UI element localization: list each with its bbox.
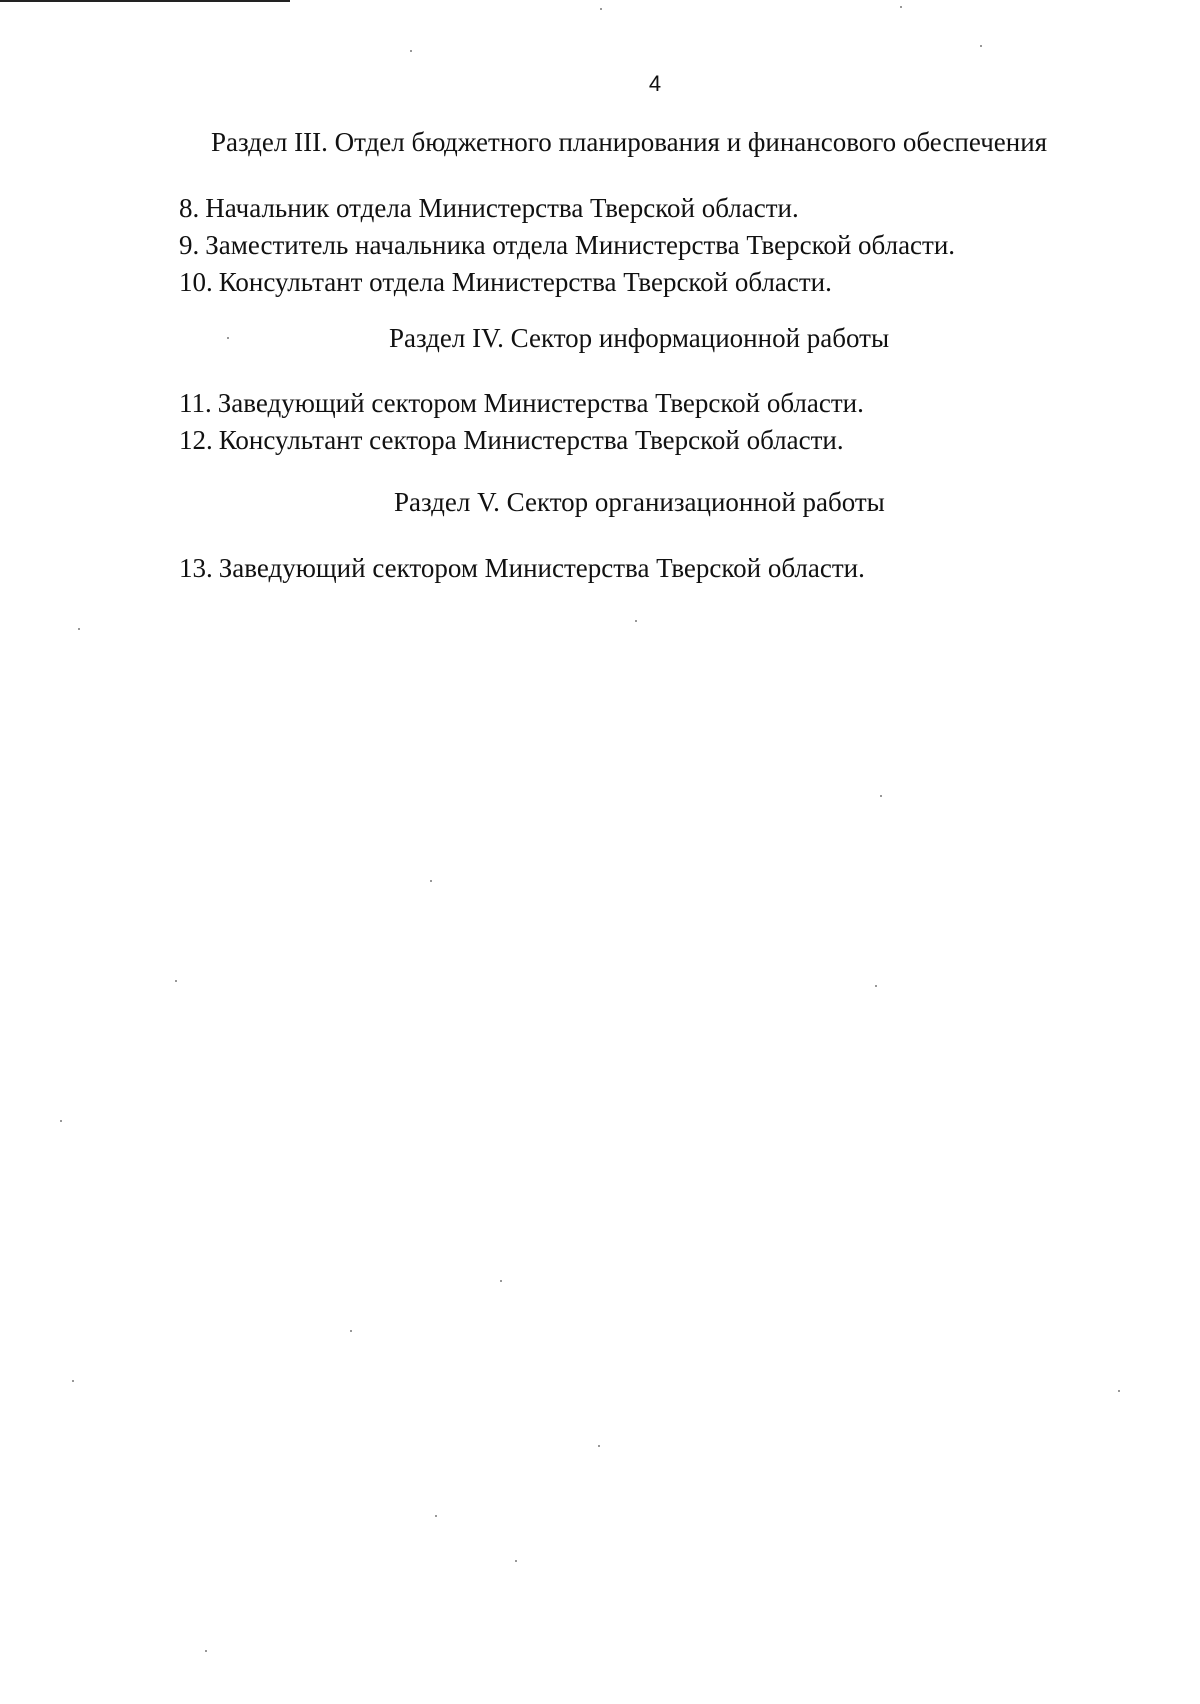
scan-speck: [60, 1120, 62, 1122]
section-5-list: [179, 550, 865, 587]
scan-speck: [435, 1515, 437, 1517]
list-item: [179, 550, 865, 587]
scan-speck: [410, 50, 412, 52]
scan-speck: [430, 880, 432, 882]
list-item: [179, 264, 955, 301]
scan-speck: [1118, 1390, 1120, 1392]
item-number: 12.: [179, 425, 213, 455]
scan-speck: [205, 1650, 207, 1652]
list-item: [179, 422, 864, 459]
page-number: 4: [648, 71, 662, 96]
scan-speck: [227, 337, 229, 339]
section-5-heading: Раздел V. Сектор организационной работы: [394, 487, 885, 517]
list-item: [179, 385, 864, 422]
scan-speck: [880, 795, 882, 797]
item-number: 8.: [179, 193, 200, 223]
scan-edge-line: [0, 0, 290, 2]
item-text: Заместитель начальника отдела Министерства Тверской области.: [205, 230, 956, 260]
scan-speck: [515, 1560, 517, 1562]
section-4-heading: Раздел IV. Сектор информационной работы: [389, 323, 890, 353]
scan-speck: [875, 985, 877, 987]
scan-speck: [635, 620, 637, 622]
section-3-heading: Раздел III. Отдел бюджетного планирования и финансового обеспечения: [211, 127, 1048, 157]
item-text: Заведующий сектором Министерства Тверской области.: [218, 553, 865, 583]
list-item: [179, 227, 955, 264]
item-number: 11.: [179, 388, 212, 418]
scan-speck: [350, 1330, 352, 1332]
item-text: Начальник отдела Министерства Тверской области.: [205, 193, 799, 223]
scan-speck: [175, 980, 177, 982]
scan-speck: [600, 8, 602, 10]
item-number: 13.: [179, 553, 213, 583]
section-4-list: [179, 385, 864, 459]
item-number: 10.: [179, 267, 213, 297]
scan-speck: [78, 628, 80, 630]
scan-speck: [900, 6, 902, 8]
scan-speck: [980, 45, 982, 47]
scan-speck: [72, 1380, 74, 1382]
item-number: 9.: [179, 230, 200, 260]
item-text: Консультант сектора Министерства Тверской области.: [218, 425, 844, 455]
item-text: Консультант отдела Министерства Тверской области.: [218, 267, 832, 297]
scan-speck: [598, 1445, 600, 1447]
section-3-list: [179, 190, 955, 301]
item-text: Заведующий сектором Министерства Тверской области.: [217, 388, 864, 418]
scan-speck: [500, 1280, 502, 1282]
list-item: [179, 190, 955, 227]
